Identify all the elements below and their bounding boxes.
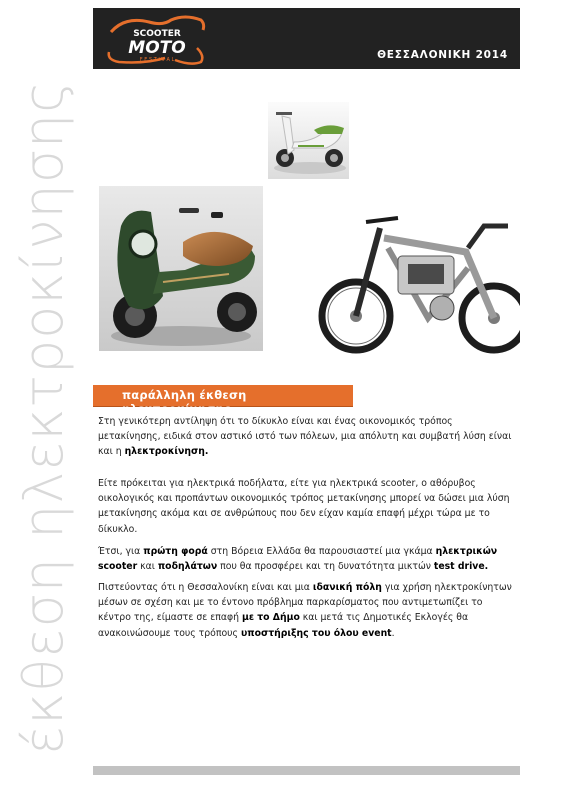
svg-text:SCOOTER: SCOOTER (133, 29, 181, 39)
footer-bar (93, 766, 520, 775)
p3-bold-3: ποδηλάτων (157, 561, 218, 573)
p3-bold-2: ηλεκτρικών scooter (98, 546, 498, 573)
p4-bold-3: υποστήριξης του όλου event (240, 627, 392, 639)
p4-text-1: Πιστεύοντας ότι η Θεσσαλονίκη είναι και μια (98, 582, 313, 593)
p3-text-4: που θα προσφέρει και τη δυνατότητα μικτών (217, 561, 434, 573)
green-electric-scooter-photo (99, 186, 263, 351)
paragraph-4 (98, 580, 518, 641)
p3-text-2: στη Βόρεια Ελλάδα θα παρουσιαστεί μια γκάμα (207, 546, 436, 557)
p3-bold-4: test drive. (433, 561, 489, 573)
p4-text-4: . (391, 627, 395, 639)
paragraph-3 (98, 544, 518, 574)
paragraph-2 (98, 476, 518, 537)
p3-text-3: και (137, 561, 158, 573)
paragraph-1-bold: ηλεκτροκίνηση. (124, 446, 209, 458)
section-heading: παράλληλη έκθεση ηλεκτροκίνησης (122, 388, 247, 416)
header-city-year: ΘΕΣΣΑΛΟΝΙΚΗ 2014 (377, 49, 508, 61)
svg-text:MOTO: MOTO (128, 38, 186, 58)
p4-bold-1: ιδανική πόλη (312, 582, 382, 593)
p3-bold-1: πρώτη φορά (143, 546, 208, 557)
section-heading-bar (93, 385, 353, 416)
svg-text:F E S T I V A L: F E S T I V A L (139, 57, 175, 63)
vertical-title: έκθεση ηλεκτροκίνησης (12, 80, 75, 755)
white-electric-scooter-photo (268, 102, 349, 179)
p3-text-1: Έτσι, για (98, 546, 144, 557)
paragraph-2-text: Είτε πρόκειται για ηλεκτρικά ποδήλατα, είτε για ηλεκτρικά scooter, ο αθόρυβος οικολογικός και προπάντων οικονομικός τρόπος μετακίνησης μπορεί να δώσει μια λύση μετακίνησης ακόμα και σε ανθρώπους που δεν είχαν καμία επαφή μέχρι τώρα με το δίκυκλο. (98, 478, 510, 535)
electric-mountain-bike-photo (318, 208, 520, 355)
paragraph-1 (98, 414, 518, 460)
p4-text-3: και μετά τις Δημοτικές Εκλογές θα ανακοινώσουμε τους τρόπους (98, 612, 469, 639)
paragraph-1-text: Στη γενικότερη αντίληψη ότι το δίκυκλο είναι και ένας οικονομικός τρόπος μετακίνησης, ειδικά στον αστικό ιστό των πόλεων, μια απόλυτη και συμβατή λύση είναι και η (98, 416, 512, 458)
scooter-moto-festival-logo (105, 12, 209, 66)
header-bar (93, 8, 520, 69)
p4-bold-2: με το Δήμο (241, 612, 300, 624)
p4-text-2: για χρήση ηλεκτροκίνητων μέσων σε σχέση και με το έντονο πρόβλημα παρκαρίσματος που αντιμετωπίζει το κέντρο της, είμαστε σε επαφή (98, 582, 512, 624)
